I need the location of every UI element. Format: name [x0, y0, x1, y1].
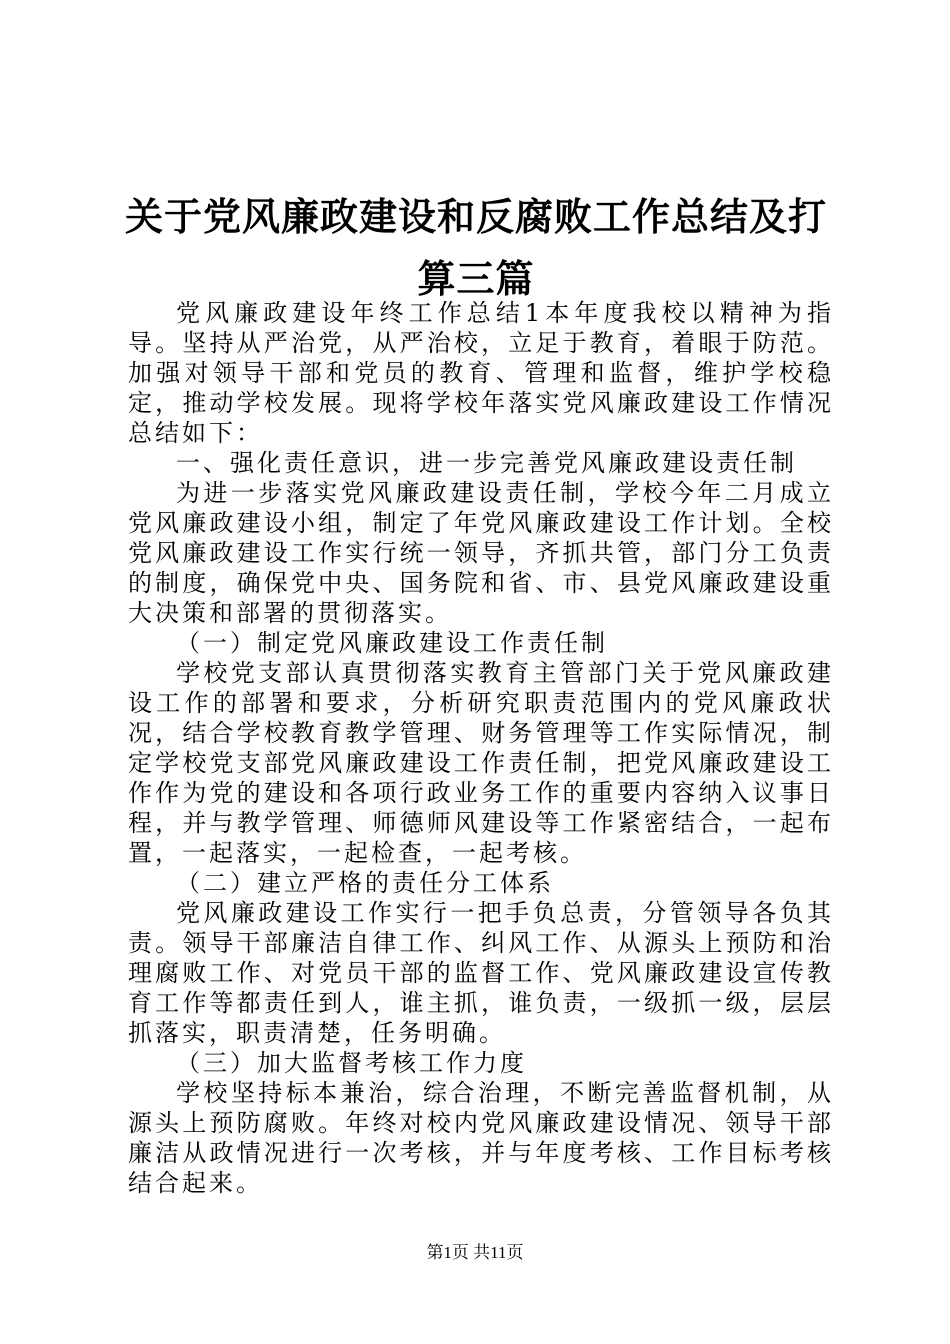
paragraph-subsection-2: 党风廉政建设工作实行一把手负总责，分管领导各负其责。领导干部廉洁自律工作、纠风工作、从源头上预防和治理腐败工作、对党员干部的监督工作、党风廉政建设宣传教育工作等都责任到人，谁主抓，谁负责，一级抓一级，层层抓落实，职责清楚，任务明确。: [128, 899, 834, 1047]
document-body: [128, 298, 834, 1198]
page-footer: 第1页 共11页: [426, 1243, 524, 1262]
paragraph-intro: 党风廉政建设年终工作总结1本年度我校以精神为指导。坚持从严治党，从严治校，立足于教育，着眼于防范。加强对领导干部和党员的教育、管理和监督，维护学校稳定，推动学校发展。现将学校年落实党风廉政建设工作情况总结如下：: [128, 299, 834, 447]
paragraph-section-1: 为进一步落实党风廉政建设责任制，学校今年二月成立党风廉政建设小组，制定了年党风廉政建设工作计划。全校党风廉政建设工作实行统一领导，齐抓共管，部门分工负责的制度，确保党中央、国务院和省、市、县党风廉政建设重大决策和部署的贯彻落实。: [128, 479, 834, 627]
subsection-heading-1: （一）制定党风廉政建设工作责任制: [176, 629, 608, 657]
paragraph-subsection-3: 学校坚持标本兼治，综合治理，不断完善监督机制，从源头上预防腐败。年终对校内党风廉政建设情况、领导干部廉洁从政情况进行一次考核，并与年度考核、工作目标考核结合起来。: [128, 1079, 834, 1197]
paragraph-subsection-1: 学校党支部认真贯彻落实教育主管部门关于党风廉政建设工作的部署和要求，分析研究职责范围内的党风廉政状况，结合学校教育教学管理、财务管理等工作实际情况，制定学校党支部党风廉政建设工作责任制，把党风廉政建设工作作为党的建设和各项行政业务工作的重要内容纳入议事日程，并与教学管理、师德师风建设等工作紧密结合，一起布置，一起落实，一起检查，一起考核。: [128, 659, 834, 867]
section-heading-1: 一、强化责任意识，进一步完善党风廉政建设责任制: [176, 449, 797, 477]
document-title: 关于党风廉政建设和反腐败工作总结及打算三篇: [124, 194, 827, 301]
subsection-heading-3: （三）加大监督考核工作力度: [176, 1049, 527, 1077]
subsection-heading-2: （二）建立严格的责任分工体系: [176, 869, 554, 897]
